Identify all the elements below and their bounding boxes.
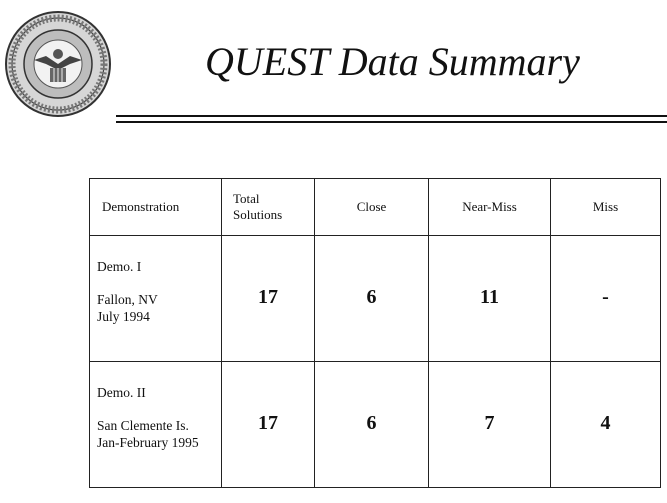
close-value: 6 [315,362,429,488]
total-header-line2: Solutions [233,207,283,222]
column-header-demonstration: Demonstration [90,179,222,236]
table-row [90,236,661,362]
near-miss-value: 7 [429,362,551,488]
title-rule-top [116,115,667,117]
demo-cell [90,362,222,488]
page-title: QUEST Data Summary [205,39,580,84]
miss-value: 4 [551,362,661,488]
total-header-line1: Total [233,191,260,206]
miss-value: - [551,236,661,362]
navy-seal-icon [4,10,112,118]
demo-location: Fallon, NV [97,292,158,307]
column-header-total-solutions [222,179,315,236]
demo-location: San Clemente Is. [97,418,189,433]
data-summary-table [89,178,661,488]
demo-name: Demo. II [97,385,146,400]
title-rule-bottom [116,121,667,123]
demo-date: July 1994 [97,309,150,324]
table-header-row [90,179,661,236]
close-value: 6 [315,236,429,362]
total-solutions-value: 17 [222,362,315,488]
demo-cell [90,236,222,362]
column-header-miss: Miss [551,179,661,236]
total-solutions-value: 17 [222,236,315,362]
demo-name: Demo. I [97,259,142,274]
table-row [90,362,661,488]
column-header-near-miss: Near-Miss [429,179,551,236]
demo-date: Jan-February 1995 [97,435,199,450]
near-miss-value: 11 [429,236,551,362]
column-header-close: Close [315,179,429,236]
